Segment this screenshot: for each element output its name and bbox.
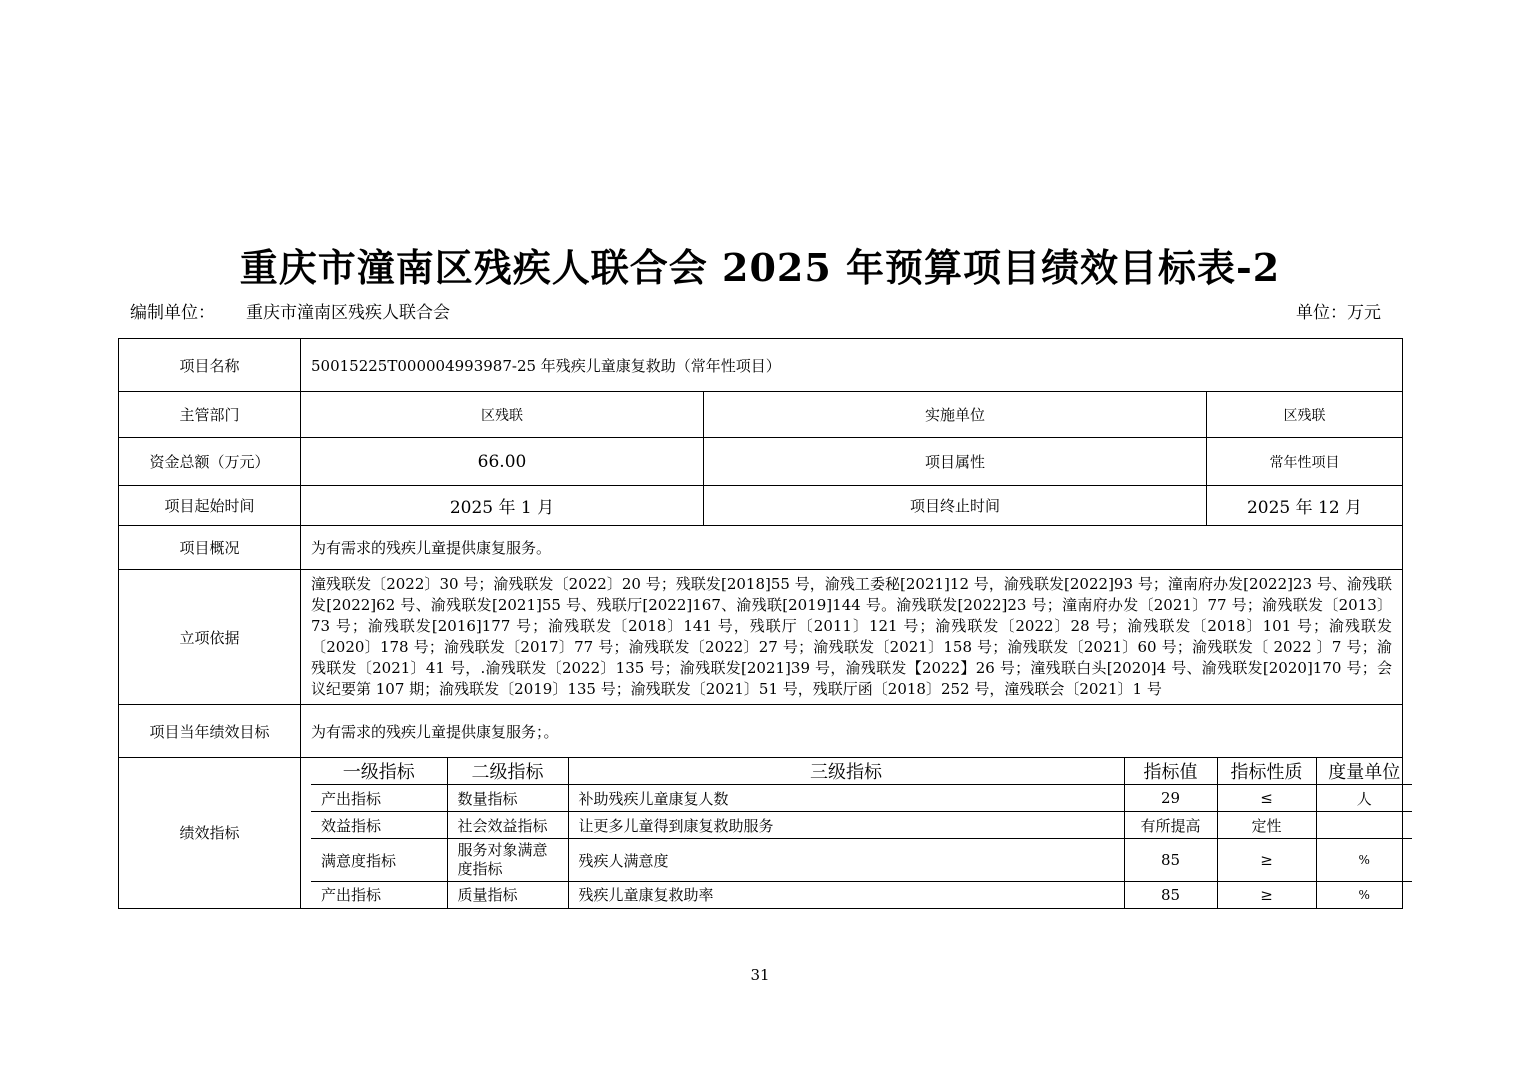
header-l2: 二级指标 (447, 758, 568, 785)
dept-label: 主管部门 (119, 392, 301, 438)
indicator-l1: 效益指标 (311, 812, 447, 839)
row-dept (119, 392, 1403, 438)
indicator-unit: % (1316, 882, 1412, 908)
header-l1: 一级指标 (311, 758, 447, 785)
end-value: 2025 年 12 月 (1207, 486, 1403, 526)
indicator-l3: 让更多儿童得到康复救助服务 (568, 812, 1124, 839)
indicator-l1: 产出指标 (311, 785, 447, 812)
indicator-nature: ≥ (1217, 839, 1316, 882)
header-l3: 三级指标 (568, 758, 1124, 785)
indicator-nature: 定性 (1217, 812, 1316, 839)
start-label: 项目起始时间 (119, 486, 301, 526)
row-indicators (119, 758, 1403, 909)
indicator-value: 85 (1124, 839, 1217, 882)
row-dates (119, 486, 1403, 526)
indicator-l2: 服务对象满意度指标 (447, 839, 568, 882)
indicator-l3: 残疾人满意度 (568, 839, 1124, 882)
indicator-l3: 补助残疾儿童康复人数 (568, 785, 1124, 812)
impl-value: 区残联 (1207, 392, 1403, 438)
performance-table (118, 338, 1403, 909)
impl-label: 实施单位 (704, 392, 1207, 438)
dept-value: 区残联 (301, 392, 704, 438)
compiler-label: 编制单位： (130, 303, 215, 323)
page-title: 重庆市潼南区残疾人联合会 2025 年预算项目绩效目标表-2 (239, 245, 1281, 290)
header-value: 指标值 (1124, 758, 1217, 785)
perf-label: 绩效指标 (119, 758, 301, 909)
goal-value: 为有需求的残疾儿童提供康复服务；。 (301, 705, 1403, 758)
row-fund (119, 438, 1403, 486)
indicator-value: 29 (1124, 785, 1217, 812)
goal-label: 项目当年绩效目标 (119, 705, 301, 758)
row-project-name (119, 339, 1403, 392)
row-basis (119, 570, 1403, 705)
unit-label: 单位：万元 (1296, 303, 1381, 323)
page-number: 31 (750, 966, 770, 984)
indicator-l2: 社会效益指标 (447, 812, 568, 839)
indicator-unit: % (1316, 839, 1412, 882)
table-row (311, 785, 1412, 812)
row-goal (119, 705, 1403, 758)
indicator-header-row (311, 758, 1412, 785)
indicator-l1: 满意度指标 (311, 839, 447, 882)
overview-value: 为有需求的残疾儿童提供康复服务。 (301, 526, 1403, 570)
indicator-nature: ≤ (1217, 785, 1316, 812)
overview-label: 项目概况 (119, 526, 301, 570)
basis-value: 潼残联发〔2022〕30 号；渝残联发〔2022〕20 号；残联发[2018]55 号，渝残工委秘[2021]12 号，渝残联发[2022]93 号；潼南府办发[2022]23 号、渝残联发[2022]62 号、渝残联发[2021]55 号、残联厅[2022]167、渝残联[2019]144 号。渝残联发[2022]23 号；潼南府办发〔2021〕77 号；渝残联发〔2013〕73 号；渝残联发[2016]177 号；渝残联发〔2018〕141 号，残联厅〔2011〕121 号；渝残联发〔2022〕28 号；渝残联发〔2018〕101 号；渝残联发〔2020〕178 号；渝残联发〔2017〕77 号；渝残联发〔2022〕27 号；渝残联发〔2021〕158 号；渝残联发〔2021〕60 号；渝残联发〔 2022 〕7 号；渝残联发〔2021〕41 号，.渝残联发〔2022〕135 号；渝残联发[2021]39 号，渝残联发【2022】26 号；潼残联白头[2020]4 号、渝残联发[2020]170 号；会议纪要第 107 期；渝残联发〔2019〕135 号；渝残联发〔2021〕51 号，残联厅函〔2018〕252 号，潼残联会〔2021〕1 号 (301, 570, 1403, 705)
header-nature: 指标性质 (1217, 758, 1316, 785)
fund-label: 资金总额（万元） (119, 438, 301, 486)
table-row (311, 882, 1412, 908)
header-unit: 度量单位 (1316, 758, 1412, 785)
attr-value: 常年性项目 (1207, 438, 1403, 486)
table-row (311, 812, 1412, 839)
indicator-l2: 数量指标 (447, 785, 568, 812)
attr-label: 项目属性 (704, 438, 1207, 486)
row-overview (119, 526, 1403, 570)
basis-label: 立项依据 (119, 570, 301, 705)
project-name-value: 50015225T000004993987-25 年残疾儿童康复救助（常年性项目） (301, 339, 1403, 392)
indicator-value: 有所提高 (1124, 812, 1217, 839)
fund-value: 66.00 (301, 438, 704, 486)
indicator-table (311, 758, 1412, 908)
indicator-value: 85 (1124, 882, 1217, 908)
table-row (311, 839, 1412, 882)
indicator-l3: 残疾儿童康复救助率 (568, 882, 1124, 908)
indicator-unit (1316, 812, 1412, 839)
indicator-container (301, 758, 1403, 909)
indicator-unit: 人 (1316, 785, 1412, 812)
project-name-label: 项目名称 (119, 339, 301, 392)
end-label: 项目终止时间 (704, 486, 1207, 526)
indicator-l2: 质量指标 (447, 882, 568, 908)
compiler-value: 重庆市潼南区残疾人联合会 (246, 303, 450, 323)
start-value: 2025 年 1 月 (301, 486, 704, 526)
indicator-nature: ≥ (1217, 882, 1316, 908)
indicator-l1: 产出指标 (311, 882, 447, 908)
